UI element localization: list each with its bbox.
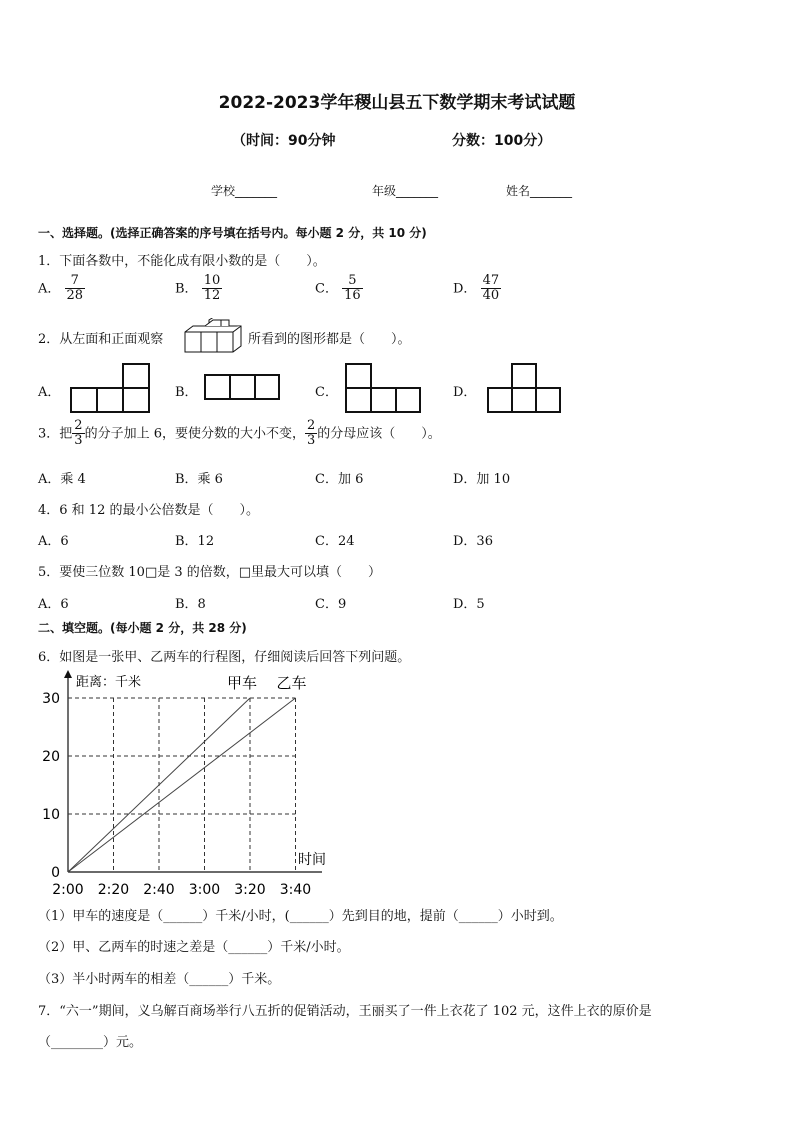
question-6-sub-1: （1）甲车的速度是（______）千米/小时，(______）先到目的地，提前（______）小时到。 bbox=[38, 909, 563, 924]
fraction: $\frac{2}{3}$ bbox=[74, 418, 83, 449]
x-tick-label: 3:40 bbox=[279, 882, 312, 898]
section-heading-choice: 一、选择题。(选择正确答案的序号填在括号内。每小题 2 分，共 10 分) bbox=[38, 226, 427, 240]
question-2-label-c: C． bbox=[315, 385, 338, 400]
y-tick-label: 10 bbox=[42, 807, 60, 823]
option-a-shape bbox=[68, 361, 152, 415]
x-tick-label: 2:20 bbox=[97, 882, 130, 898]
question-6-sub-3: （3）半小时两车的相差（______）千米。 bbox=[38, 972, 281, 987]
school-field: 学校_______ bbox=[211, 184, 278, 198]
option-d-shape bbox=[485, 361, 565, 415]
travel-chart bbox=[30, 668, 350, 900]
option-b-shape bbox=[202, 372, 282, 402]
question-7-line-2: （________）元。 bbox=[38, 1035, 143, 1050]
cube-stack-figure bbox=[183, 318, 245, 354]
exam-score: 分数：100分） bbox=[452, 133, 552, 149]
question-5-option-b: B．8 bbox=[175, 597, 206, 612]
y-tick-label: 20 bbox=[42, 749, 60, 765]
question-6-stem: 6．如图是一张甲、乙两车的行程图，仔细阅读后回答下列问题。 bbox=[38, 650, 411, 665]
question-5-option-d: D．5 bbox=[453, 597, 485, 612]
question-1-stem: 1．下面各数中，不能化成有限小数的是（ ）。 bbox=[38, 254, 326, 269]
x-axis-label: 时间 bbox=[298, 852, 326, 868]
question-2-stem-end: 所看到的图形都是（ ）。 bbox=[248, 332, 411, 347]
question-5-stem: 5．要使三位数 10□是 3 的倍数，□里最大可以填（ ） bbox=[38, 565, 382, 580]
series-line-2 bbox=[68, 698, 296, 872]
question-4-option-c: C．24 bbox=[315, 534, 355, 549]
question-4-stem: 4．6 和 12 的最小公倍数是（ ）。 bbox=[38, 503, 259, 518]
question-2-label-a: A． bbox=[38, 385, 61, 400]
fraction: $\frac{2}{3}$ bbox=[306, 418, 316, 449]
question-1-option-a: A． $\frac{7}{28}$ bbox=[38, 273, 84, 304]
fraction: $\frac{7}{28}$ bbox=[66, 273, 84, 304]
question-1-option-b: B． $\frac{10}{12}$ bbox=[175, 273, 221, 304]
grade-field: 年级_______ bbox=[372, 184, 439, 198]
question-7-line-1: 7．“六一”期间，义乌解百商场举行八五折的促销活动，王丽买了一件上衣花了 102 元，这件上衣的原价是 bbox=[38, 1004, 652, 1019]
x-tick-label: 3:20 bbox=[234, 882, 266, 898]
y-axis-arrow bbox=[64, 670, 72, 678]
question-3-option-c: C．加 6 bbox=[315, 472, 364, 487]
exam-title: 2022-2023学年稷山县五下数学期末考试试题 bbox=[218, 93, 576, 113]
question-3-stem: 3．把 $\frac{2}{3}$ 的分子加上 6，要使分数的大小不变， $\frac{2}{3}$ 的分母应该（ ）。 bbox=[38, 418, 441, 449]
question-2-label-d: D． bbox=[453, 385, 477, 400]
question-4-option-d: D．36 bbox=[453, 534, 493, 549]
question-2-stem-start: 2．从左面和正面观察 bbox=[38, 332, 164, 347]
x-tick-label: 3:00 bbox=[188, 882, 221, 898]
question-4-option-a: A．6 bbox=[38, 534, 69, 549]
question-5-option-c: C．9 bbox=[315, 597, 347, 612]
fraction: $\frac{47}{40}$ bbox=[482, 273, 500, 304]
fraction: $\frac{5}{16}$ bbox=[344, 273, 361, 304]
exam-time: （时间：90分钟 bbox=[232, 133, 336, 149]
question-2-label-b: B． bbox=[175, 385, 198, 400]
question-1-option-d: D． $\frac{47}{40}$ bbox=[453, 273, 500, 304]
fraction: $\frac{10}{12}$ bbox=[203, 273, 221, 304]
question-1-option-c: C． $\frac{5}{16}$ bbox=[315, 273, 361, 304]
x-tick-label: 2:00 bbox=[52, 882, 84, 898]
question-3-option-d: D．加 10 bbox=[453, 472, 511, 487]
series-label: 乙车 bbox=[276, 674, 307, 692]
question-6-sub-2: （2）甲、乙两车的时速之差是（______）千米/小时。 bbox=[38, 940, 350, 955]
section-heading-fill: 二、填空题。(每小题 2 分，共 28 分) bbox=[38, 621, 247, 635]
question-3-option-a: A．乘 4 bbox=[38, 472, 86, 487]
x-tick-label: 2:40 bbox=[143, 882, 175, 898]
name-field: 姓名_______ bbox=[506, 184, 573, 198]
question-5-option-a: A．6 bbox=[38, 597, 69, 612]
option-c-shape bbox=[343, 361, 423, 415]
question-3-option-b: B．乘 6 bbox=[175, 472, 223, 487]
y-tick-label: 30 bbox=[42, 691, 60, 707]
series-label: 甲车 bbox=[226, 674, 258, 692]
y-tick-label: 0 bbox=[51, 865, 60, 881]
question-4-option-b: B．12 bbox=[175, 534, 215, 549]
y-axis-label: 距离：千米 bbox=[76, 675, 142, 690]
